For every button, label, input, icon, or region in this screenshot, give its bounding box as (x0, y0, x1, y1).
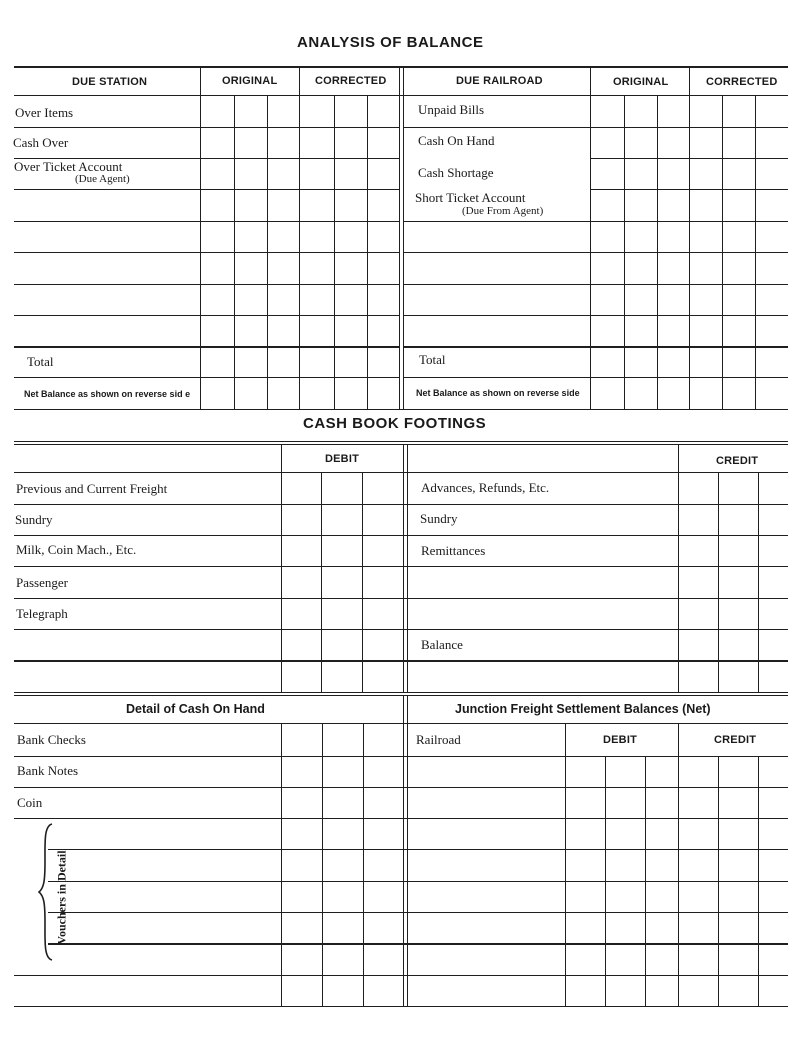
lower-divider (403, 696, 404, 1007)
due-railroad-original-header: ORIGINAL (613, 76, 669, 88)
cash-book-title: CASH BOOK FOOTINGS (303, 415, 487, 432)
row-line (14, 189, 399, 190)
row-line (14, 660, 788, 662)
row-line (14, 566, 788, 567)
junction-credit-header: CREDIT (714, 734, 757, 746)
analysis-divider (399, 67, 400, 409)
cash-book-divider (403, 445, 404, 692)
vouchers-in-detail-label: Vouchers in Detail (54, 850, 69, 945)
cash-book-top-rule (14, 444, 788, 445)
row-line (590, 158, 788, 159)
due-railroad-header: DUE RAILROAD (456, 75, 543, 87)
row-line (14, 629, 788, 630)
analysis-header-rule (14, 95, 788, 96)
analysis-col-line (200, 67, 201, 409)
cash-book-col-line (321, 472, 322, 692)
bank-checks-label: Bank Checks (17, 732, 86, 747)
row-line (48, 881, 788, 882)
lower-top-rule (14, 695, 788, 696)
row-line (48, 912, 788, 913)
junction-debit-header: DEBIT (603, 734, 637, 746)
due-railroad-net-balance-label: Net Balance as shown on reverse side (416, 388, 580, 398)
row-line (14, 975, 788, 976)
row-line (14, 315, 399, 316)
lower-bottom-rule (14, 1006, 788, 1007)
milk-coin-label: Milk, Coin Mach., Etc. (16, 542, 137, 557)
analysis-col-line (299, 67, 300, 409)
row-line (404, 315, 788, 316)
cash-book-credit-header: CREDIT (716, 455, 759, 467)
cash-book-col-line (362, 472, 363, 692)
lower-col-line (281, 724, 282, 1007)
lower-col-line (565, 724, 566, 1007)
due-railroad-total-label: Total (419, 352, 446, 367)
analysis-top-rule (14, 66, 788, 68)
row-line (14, 284, 399, 285)
analysis-title: ANALYSIS OF BALANCE (297, 34, 484, 51)
short-ticket-account-label: Short Ticket Account (415, 190, 526, 205)
cash-book-col-line (718, 472, 719, 692)
telegraph-label: Telegraph (16, 606, 68, 621)
row-line (404, 284, 788, 285)
previous-current-freight-label: Previous and Current Freight (16, 481, 168, 496)
row-line (14, 818, 788, 819)
advances-refunds-label: Advances, Refunds, Etc. (421, 480, 550, 495)
bank-notes-label: Bank Notes (17, 763, 79, 778)
due-agent-note: (Due Agent) (75, 173, 130, 185)
row-line (404, 377, 788, 378)
sundry-debit-label: Sundry (15, 512, 53, 527)
row-line (48, 943, 788, 945)
row-line (14, 377, 399, 378)
cash-book-col-line (758, 472, 759, 692)
row-line (14, 252, 399, 253)
passenger-label: Passenger (16, 575, 68, 590)
row-line (14, 787, 788, 788)
coin-label: Coin (17, 795, 43, 810)
cash-over-label: Cash Over (13, 135, 69, 150)
balance-label: Balance (421, 637, 463, 652)
due-station-original-header: ORIGINAL (222, 75, 278, 87)
remittances-label: Remittances (421, 543, 486, 558)
row-line (14, 535, 788, 536)
analysis-divider (403, 67, 404, 409)
cash-book-top-rule (14, 441, 788, 442)
vouchers-brace-icon (38, 822, 54, 962)
row-line (404, 252, 788, 253)
junction-title: Junction Freight Settlement Balances (Net) (455, 702, 711, 716)
cash-book-debit-header: DEBIT (325, 453, 359, 465)
cash-book-bottom-rule (14, 692, 788, 693)
row-line (48, 849, 788, 850)
lower-col-line (322, 724, 323, 1007)
row-line (14, 346, 399, 348)
cash-on-hand-title: Detail of Cash On Hand (126, 702, 265, 716)
cash-book-col-line (678, 445, 679, 692)
row-line (404, 346, 788, 348)
row-line (14, 598, 788, 599)
unpaid-bills-label: Unpaid Bills (418, 102, 485, 117)
row-line (590, 189, 788, 190)
row-line (14, 127, 399, 128)
due-station-corrected-header: CORRECTED (315, 75, 387, 87)
due-railroad-corrected-header: CORRECTED (706, 76, 778, 88)
cash-shortage-label: Cash Shortage (418, 165, 494, 180)
analysis-col-line (590, 67, 591, 409)
over-items-label: Over Items (15, 105, 74, 120)
due-station-total-label: Total (27, 354, 54, 369)
lower-divider (407, 696, 408, 1007)
due-station-header: DUE STATION (72, 76, 148, 88)
row-line (14, 504, 788, 505)
row-line (404, 221, 788, 222)
row-line (404, 127, 788, 128)
railroad-label: Railroad (416, 732, 461, 747)
row-line (14, 221, 399, 222)
due-station-net-balance-label: Net Balance as shown on reverse sid e (24, 389, 191, 399)
cash-book-col-line (281, 445, 282, 692)
analysis-bottom-rule (14, 409, 788, 410)
lower-col-line (363, 724, 364, 1007)
row-line (14, 756, 788, 757)
cash-on-hand-label: Cash On Hand (418, 133, 495, 148)
sundry-credit-label: Sundry (420, 511, 458, 526)
cash-book-divider (407, 445, 408, 692)
cash-book-header-rule (14, 472, 788, 473)
over-ticket-account-label: Over Ticket Account (14, 159, 123, 174)
lower-header-rule (14, 723, 788, 724)
lower-col-line (678, 724, 679, 1007)
analysis-col-line (689, 67, 690, 409)
due-from-agent-note: (Due From Agent) (462, 205, 544, 217)
